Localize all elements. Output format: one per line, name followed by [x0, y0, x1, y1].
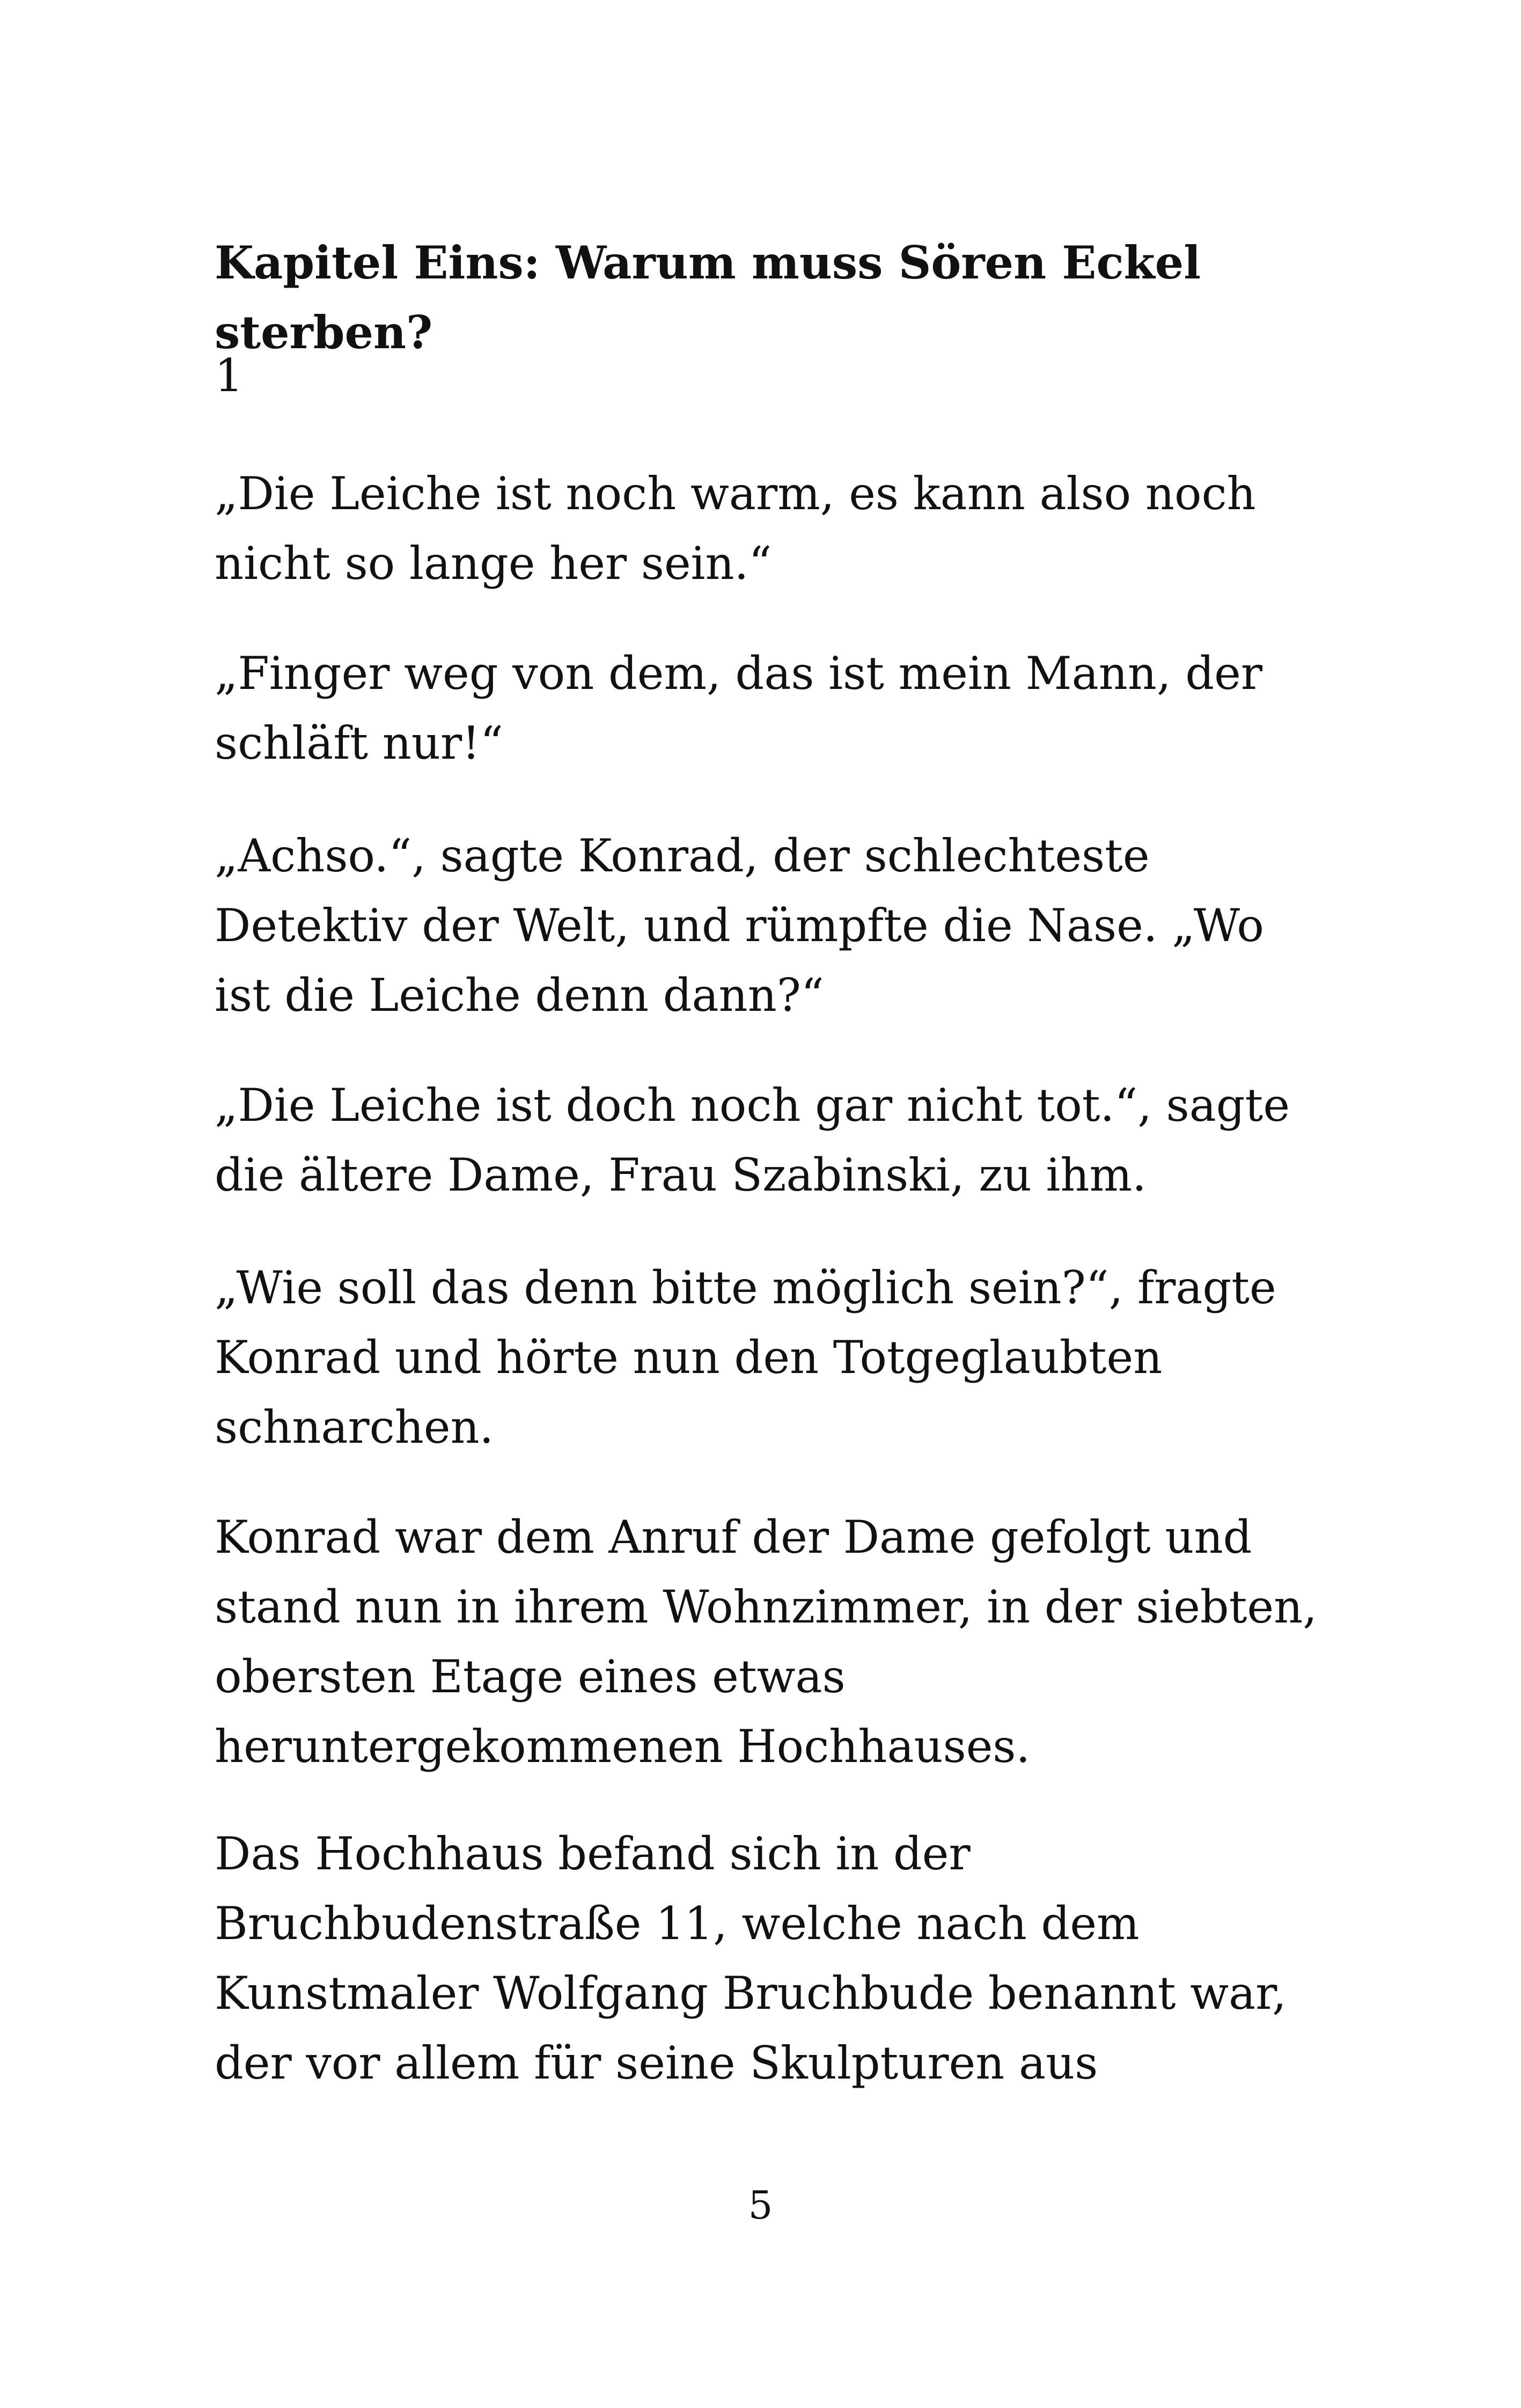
paragraph: Konrad war dem Anruf der Dame gefolgt und stand nun in ihrem Wohnzimmer, in der siebten, obersten Etage eines etwas heruntergekommenen Hochhauses.: [215, 1511, 1317, 1773]
paragraph: Das Hochhaus befand sich in der Bruchbudenstraße 11, welche nach dem Kunstmaler Wolfgang Bruchbude benannt war, der vor allem für seine Skulpturen aus: [215, 1827, 1287, 2089]
paragraph: „Die Leiche ist doch noch gar nicht tot.“, sagte die ältere Dame, Frau Szabinski, zu ihm.: [215, 1079, 1290, 1201]
paragraph: „Die Leiche ist noch warm, es kann also noch nicht so lange her sein.“: [215, 467, 1256, 590]
chapter-title: Kapitel Eins: Warum muss Sören Eckel sterben?: [215, 236, 1201, 359]
paragraph: „Finger weg von dem, das ist mein Mann, der schläft nur!“: [215, 647, 1262, 769]
paragraph: „Wie soll das denn bitte möglich sein?“, fragte Konrad und hörte nun den Totgeglaubten schnarchen.: [215, 1261, 1276, 1453]
paragraph: „Achso.“, sagte Konrad, der schlechteste Detektiv der Welt, und rümpfte die Nase. „Wo ist die Leiche denn dann?“: [215, 829, 1264, 1022]
page-number: 5: [748, 2183, 773, 2228]
section-number: 1: [215, 349, 244, 402]
